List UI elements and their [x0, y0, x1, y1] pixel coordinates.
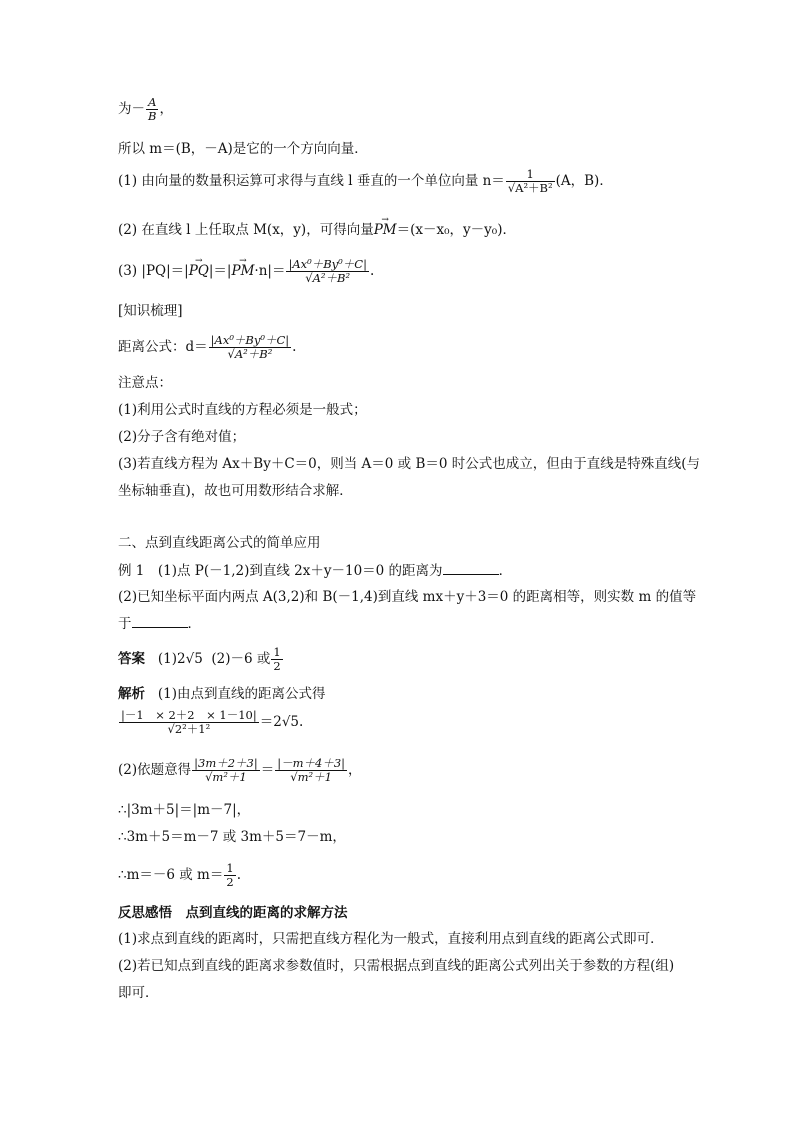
answer-label: 答案 [118, 651, 145, 667]
distance-formula: 距离公式：d＝ $\frac{\text{|Ax⁰＋By⁰＋C|}}{\text{√A²＋B²}}$ . [118, 333, 297, 361]
vector-pm: → PM [374, 221, 397, 239]
m-fraction: $\frac{1}{2}$ [226, 861, 234, 889]
example-part-2: (2)已知坐标平面内两点 A(3,2)和 B(－1,4)到直线 mx＋y＋3＝0 的距离相等，则实数 m 的值等 [118, 589, 697, 605]
answer-fraction: $\frac{1}{2}$ [273, 645, 281, 673]
note-3-line-2: 坐标轴垂直)，故也可用数形结合求解． [118, 483, 353, 499]
summary-heading: [知识梳理] [118, 303, 183, 319]
slope-fraction: $\frac{A}{B}$ [148, 95, 157, 123]
distance-fraction: $\frac{\text{|Ax⁰＋By⁰＋C|}}{\text{√A²＋B²}}$ [288, 257, 367, 285]
reflection-title: 反思感悟 点到直线的距离的求解方法 [118, 905, 348, 921]
analysis-label: 解析 [118, 686, 145, 702]
answer-blank [132, 614, 188, 628]
distance-calculation: $\frac{|-1 \times 2+2 \times 1-10|}{\text{√2²＋1²}}$ ＝2√5. [121, 708, 304, 736]
notes-title: 注意点： [118, 375, 172, 391]
reflection-2-line-1: (2)若已知点到直线的距离求参数值时，只需根据点到直线的距离公式列出关于参数的方程(组) [118, 958, 675, 974]
reflection-2-line-2: 即可． [118, 985, 159, 1001]
note-1: (1)利用公式时直线的方程必须是一般式； [118, 402, 367, 418]
analysis-part-2: (2)依题意得 $\frac{|3m+2+3|}{\text{√m²＋1}}$ ＝ $\frac{|-m+4+3|}{\text{√m²＋1}}$ ， [118, 756, 362, 784]
left-fraction: $\frac{|3m+2+3|}{\text{√m²＋1}}$ [194, 756, 258, 784]
derivation-step-3: (3) |PQ|＝|→ PQ|＝|→ PM·n|＝ $\frac{\text{|Ax⁰＋By⁰＋C|}}{\text{√A²＋B²}}$ . [118, 258, 374, 285]
answer-blank [443, 561, 499, 575]
derivation-step-2: (2) 在直线 l 上任取点 M(x，y)，可得向量→ PM＝(x－x₀，y－y₀)． [118, 221, 516, 239]
derivation-step-1: (1) 由向量的数量积运算可求得与直线 l 垂直的一个单位向量 n＝ $\frac{1}{\text{√A²＋B²}}$ (A，B)． [118, 167, 613, 195]
unit-vector-fraction: $\frac{1}{\text{√A²＋B²}}$ [507, 167, 553, 195]
direction-vector-line: 所以 m＝(B，－A)是它的一个方向向量． [118, 141, 368, 157]
calc-fraction: $\frac{|-1 \times 2+2 \times 1-10|}{\text{√2²＋1²}}$ [121, 708, 257, 736]
right-fraction: $\frac{|-m+4+3|}{\text{√m²＋1}}$ [277, 756, 346, 784]
therefore-1: ∴|3m＋5|＝|m－7|， [118, 802, 251, 818]
reflection-1: (1)求点到直线的距离时，只需把直线方程化为一般式，直接利用点到直线的距离公式即可． [118, 931, 664, 947]
answer-line: 答案 (1)2√5 (2)－6 或 $\frac{1}{2}$ [118, 645, 281, 673]
section-title: 二、点到直线距离公式的简单应用 [118, 535, 321, 551]
vector-pm: → PM [231, 262, 254, 280]
analysis-line: 解析 (1)由点到直线的距离公式得 [118, 686, 326, 702]
note-2: (2)分子含有绝对值； [118, 429, 246, 445]
therefore-3: ∴m＝－6 或 m＝ $\frac{1}{2}$ . [118, 861, 241, 889]
example-part-2-cont: 于 ． [118, 616, 201, 632]
formula-fraction: $\frac{\text{|Ax⁰＋By⁰＋C|}}{\text{√A²＋B²}}$ [210, 333, 290, 361]
note-3-line-1: (3)若直线方程为 Ax＋By＋C＝0，则当 A＝0 或 B＝0 时公式也成立，但由于直线是特殊直线(与 [118, 456, 701, 472]
slope-line: 为－ $\frac{A}{B}$ ， [118, 95, 173, 123]
therefore-2: ∴3m＋5＝m－7 或 3m＋5＝7－m， [118, 829, 346, 845]
example-part-1: 例 1 (1)点 P(－1,2)到直线 2x＋y－10＝0 的距离为 ． [118, 563, 513, 579]
vector-pq: → PQ [189, 262, 209, 280]
